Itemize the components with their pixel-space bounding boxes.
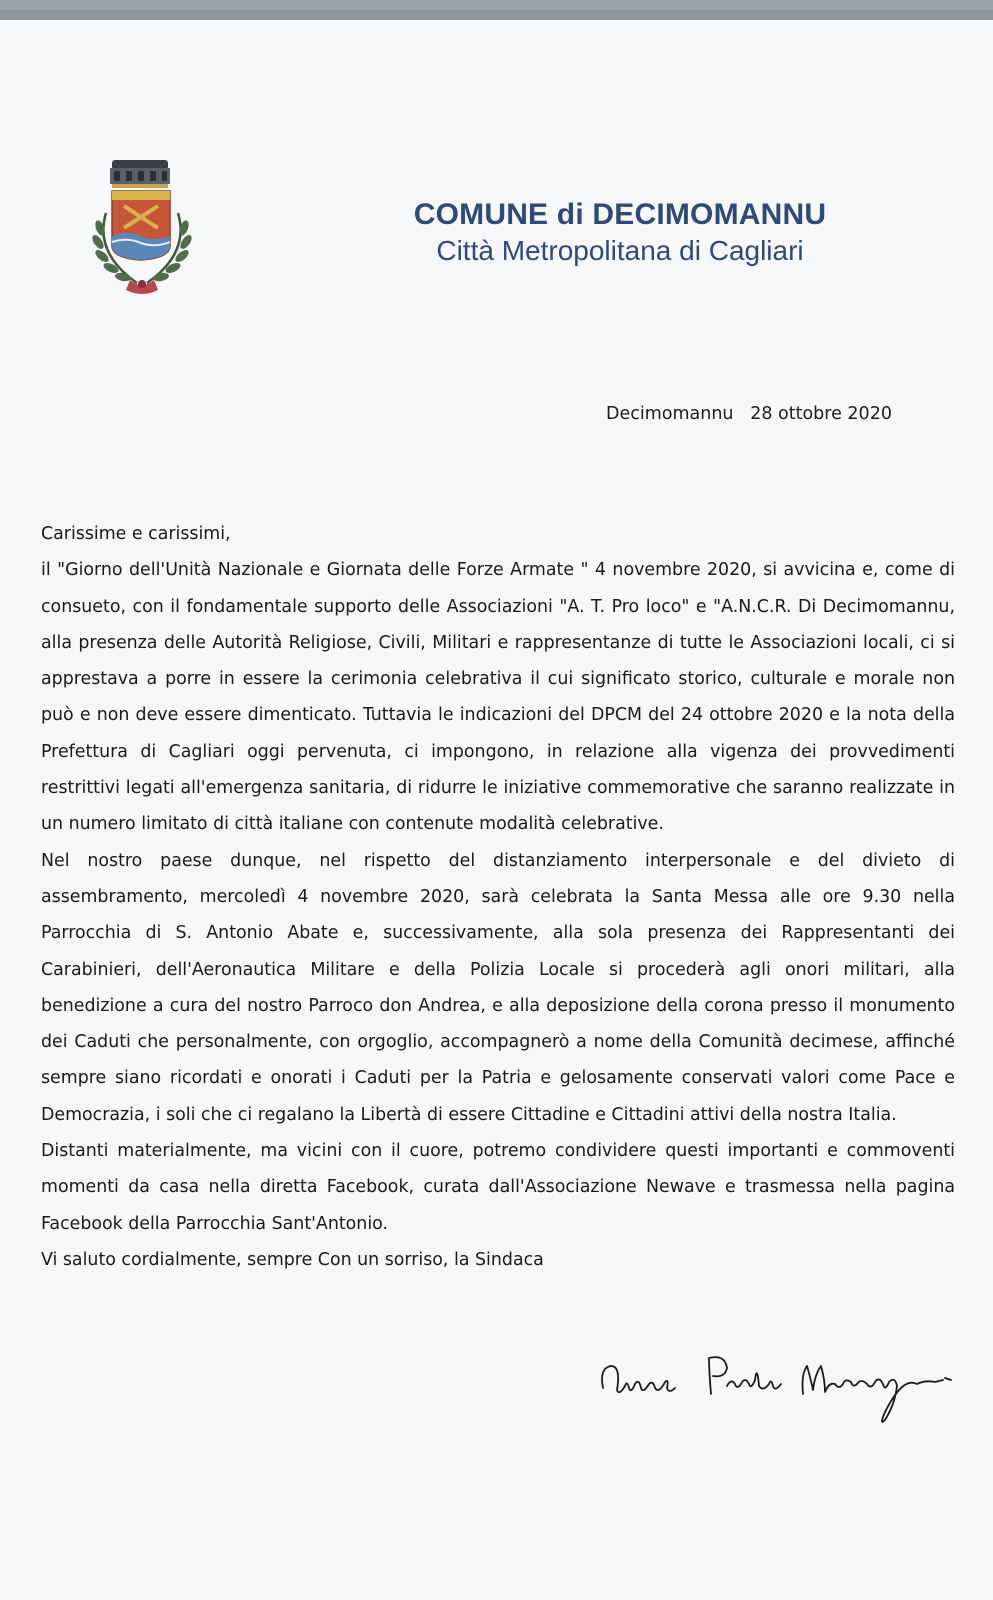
closing: Vi saluto cordialmente, sempre Con un sorriso, la Sindaca <box>41 1249 544 1270</box>
municipality-subtitle: Città Metropolitana di Cagliari <box>436 235 804 266</box>
signature <box>595 1350 975 1430</box>
paragraph-2: Nel nostro paese dunque, nel rispetto del distanziamento interpersonale e del divieto di assembramento, mercoledì 4 novembre 2020, sarà celebrata la Santa Messa alle ore 9.30 nella Parrocchia di S. Antonio Abate e, successivamente, alla sola presenza dei Rappresentanti dei Carabinieri, dell'Aeronautica Militare e della Polizia Locale si procederà agli onori militari, alla benedizione a cura del nostro Parroco don Andrea, e alla deposizione della corona presso il monumento dei Caduti che personalmente, con orgoglio, accompagnerò a nome della Comunità decimese, affinché sempre siano ricordati e onorati i Caduti per la Patria e gelosamente conservati valori come Pace e Democrazia, i soli che ci regalano la Libertà di essere Cittadine e Cittadini attivi della nostra Italia. <box>41 850 955 1125</box>
letter-page <box>0 10 993 1600</box>
letter-body <box>41 516 955 1278</box>
municipality-title: COMUNE di DECIMOMANNU <box>413 198 827 231</box>
scan-top-edge <box>0 10 993 20</box>
greeting: Carissime e carissimi, <box>41 524 231 544</box>
letterhead <box>360 198 880 267</box>
paragraph-1: il "Giorno dell'Unità Nazionale e Giornata delle Forze Armate " 4 novembre 2020, si avvicina e, come di consueto, con il fondamentale supporto delle Associazioni "A. T. Pro loco" e "A.N.C.R. Di Decimomannu, alla presenza delle Autorità Religiose, Civili, Militari e rappresentanze di tutte le Associazioni locali, ci si apprestava a porre in essere la cerimonia celebrativa il cui significato storico, culturale e morale non può e non deve essere dimenticato. Tuttavia le indicazioni del DPCM del 24 ottobre 2020 e la nota della Prefettura di Cagliari oggi pervenuta, ci impongono, in relazione alla vigenza dei provvedimenti restrittivi legati all'emergenza sanitaria, di ridurre le iniziative commemorative che saranno realizzate in un numero limitato di città italiane con contenute modalità celebrative. <box>41 560 955 835</box>
paragraph-3: Distanti materialmente, ma vicini con il cuore, potremo condividere questi importanti e commoventi momenti da casa nella diretta Facebook, curata dall'Associazione Newave e trasmessa nella pagina Facebook della Parrocchia Sant'Antonio. <box>41 1141 955 1234</box>
coat-of-arms-icon <box>82 158 202 303</box>
date-line: Decimomannu 28 ottobre 2020 <box>606 404 892 424</box>
